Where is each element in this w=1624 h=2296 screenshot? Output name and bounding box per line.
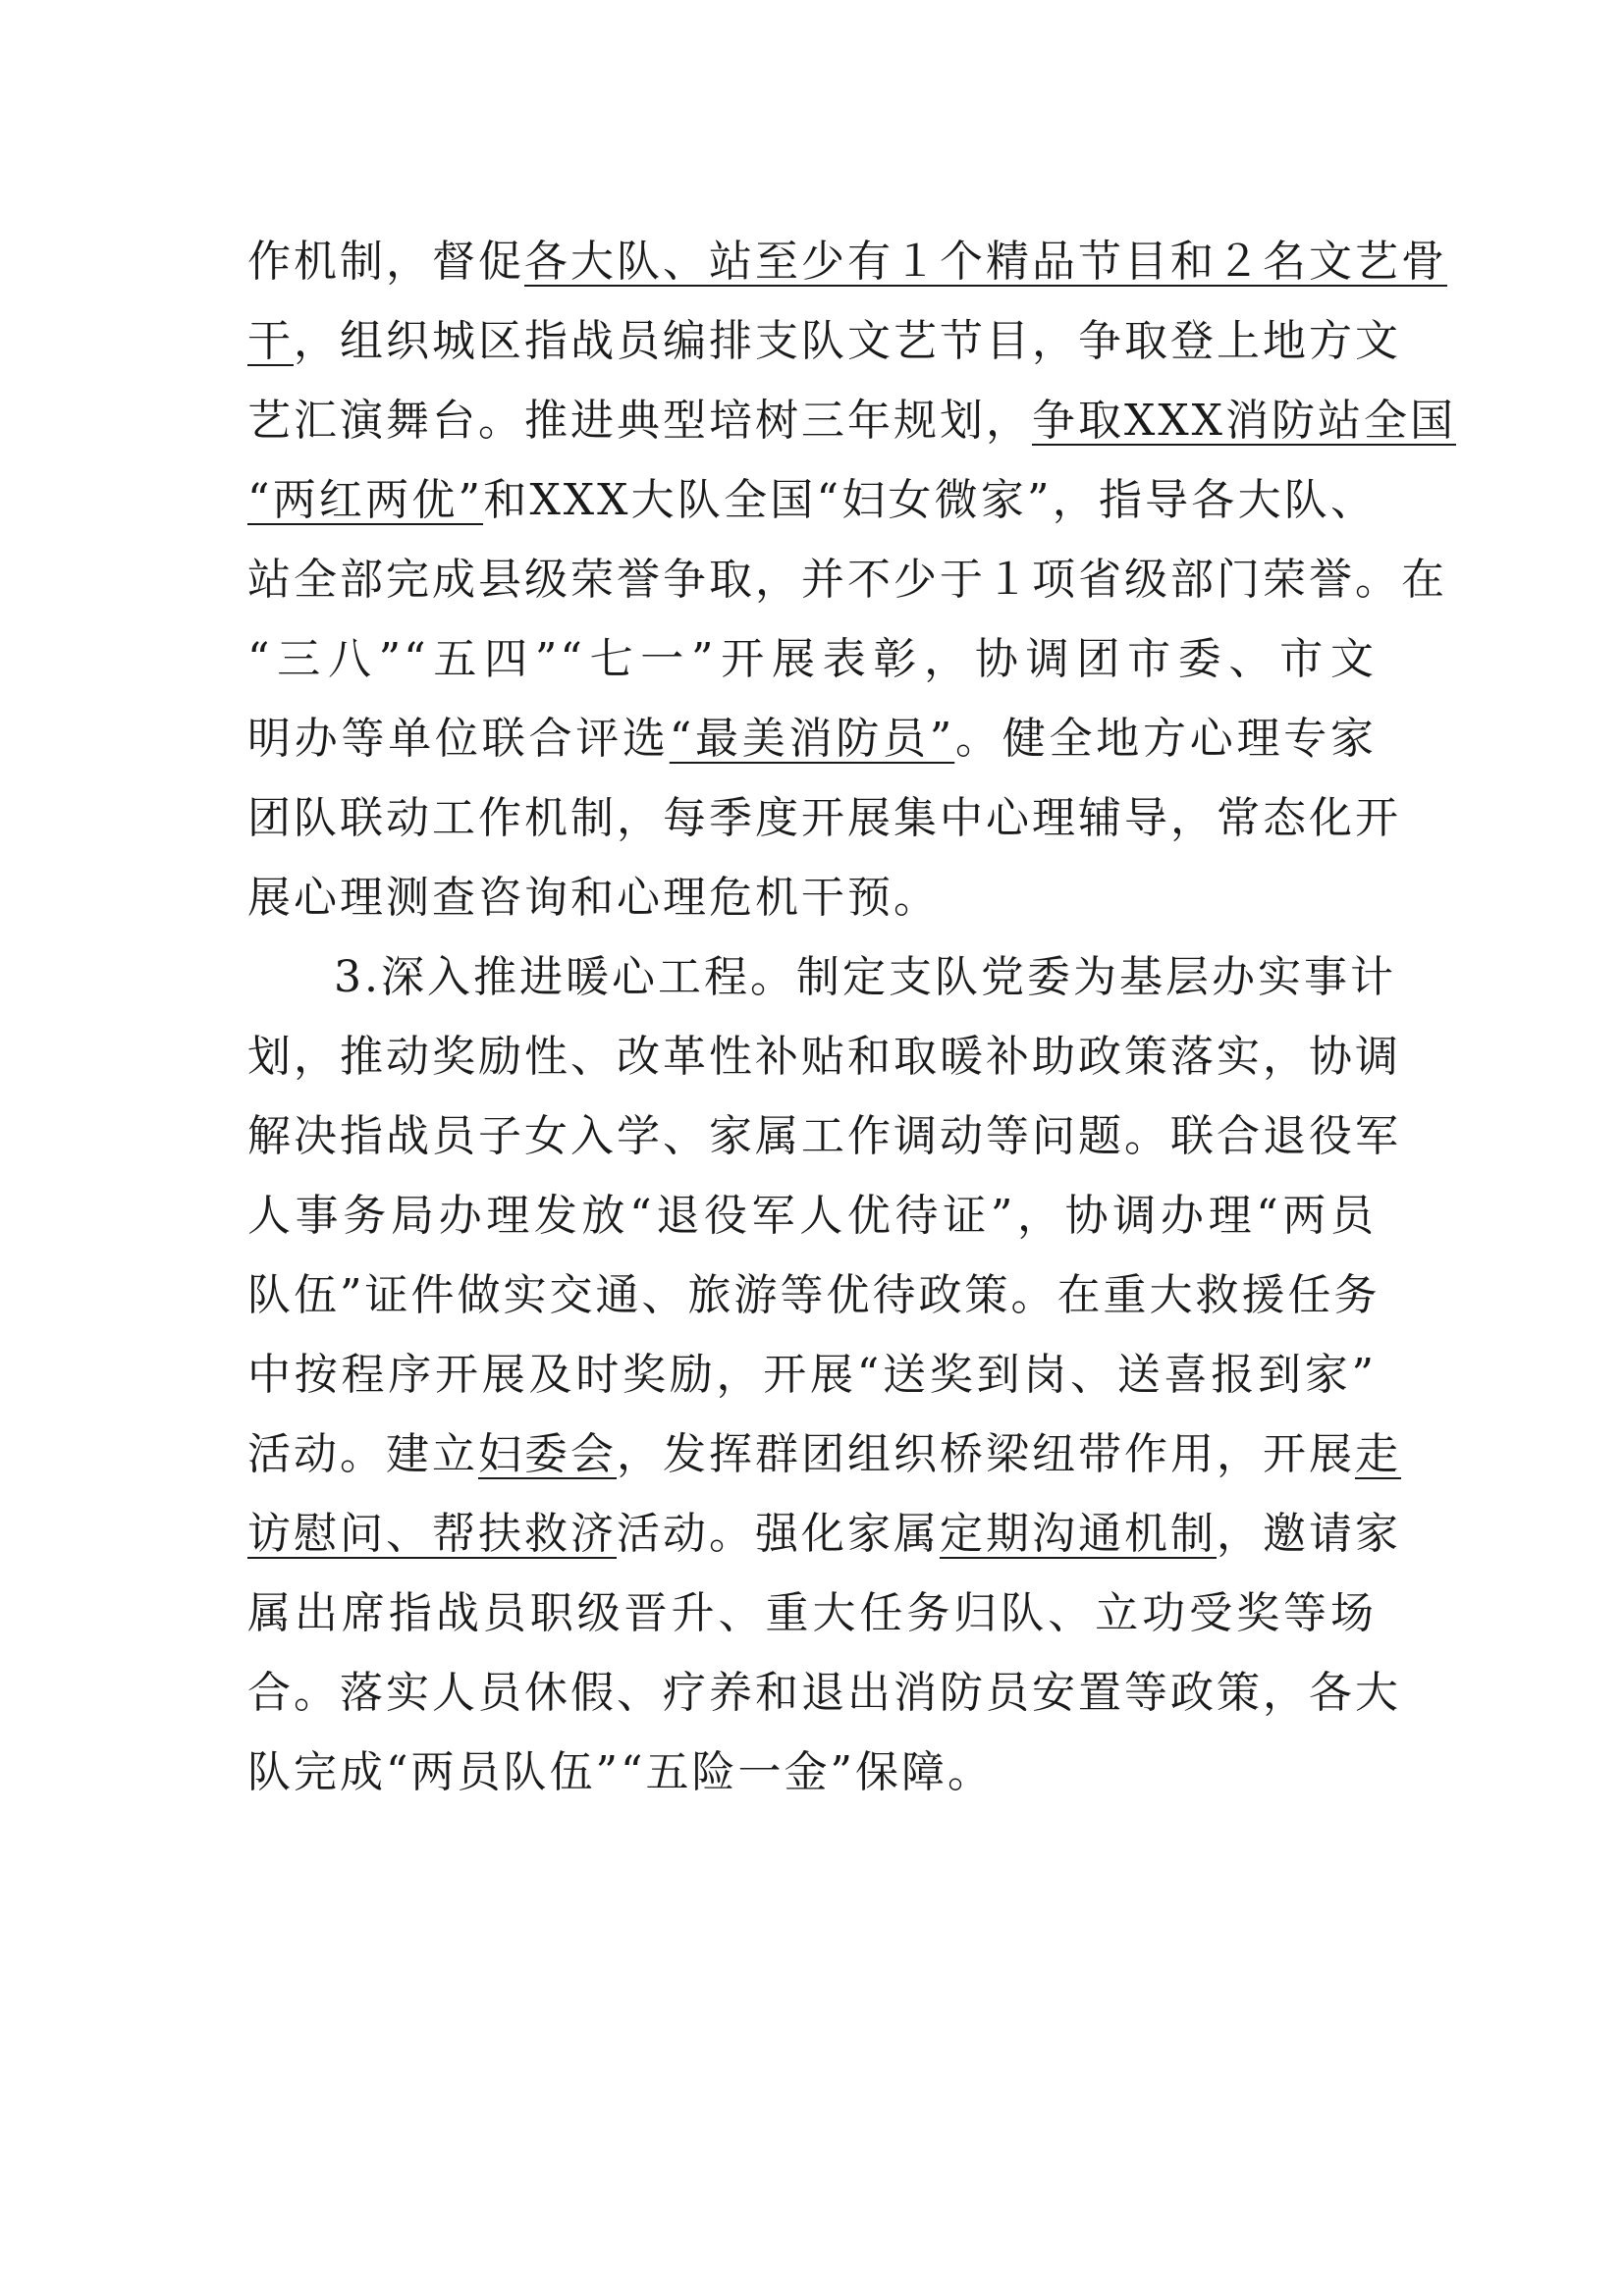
text-line-19 bbox=[247, 1653, 1401, 1733]
text-line-16 bbox=[247, 1415, 1401, 1494]
text-span: 活动。强化家属 bbox=[617, 1509, 940, 1559]
text-span: 和XXX大队全国“妇女微家”，指导各大队、 bbox=[483, 475, 1377, 525]
underlined-text: 走 bbox=[1355, 1429, 1401, 1479]
text-span: 划，推动奖励性、改革性补贴和取暖补助政策落实，协调 bbox=[247, 1032, 1401, 1082]
text-span: “三八”“五四”“七一”开展表彰，协调团市委、市文 bbox=[247, 634, 1377, 684]
text-span: 队伍”证件做实交通、旅游等优待政策。在重大救援任务 bbox=[247, 1270, 1380, 1320]
underlined-text: 访慰问、帮扶救济 bbox=[247, 1509, 617, 1559]
text-span: 站全部完成县级荣誉争取，并不少于１项省级部门荣誉。在 bbox=[247, 555, 1447, 605]
text-span: 活动。建立 bbox=[247, 1429, 478, 1479]
text-line-3 bbox=[247, 381, 1456, 460]
text-line-4 bbox=[247, 460, 1377, 540]
text-span: ，组织城区指战员编排支队文艺节目，争取登上地方文 bbox=[294, 316, 1401, 366]
text-line-6 bbox=[247, 619, 1377, 699]
underlined-text: 干 bbox=[247, 316, 294, 366]
text-span: 艺汇演舞台。推进典型培树三年规划， bbox=[247, 396, 1032, 446]
text-span: 合。落实人员休假、疗养和退出消防员安置等政策，各大 bbox=[247, 1668, 1401, 1718]
underlined-text: 各大队、站至少有１个精品节目和２名文艺骨 bbox=[524, 237, 1447, 287]
text-span: 作机制，督促 bbox=[247, 237, 524, 287]
text-span: 队完成“两员队伍”“五险一金”保障。 bbox=[247, 1747, 994, 1797]
text-line-8 bbox=[247, 778, 1401, 858]
text-span: 团队联动工作机制，每季度开展集中心理辅导，常态化开 bbox=[247, 793, 1401, 843]
underlined-text: 定期沟通机制 bbox=[940, 1509, 1217, 1559]
underlined-text: 争取XXX消防站全国 bbox=[1032, 396, 1456, 446]
section-heading-text: 3.深入推进暖心工程。制定支队党委为基层办实事计 bbox=[334, 952, 1396, 1002]
text-line-14 bbox=[247, 1255, 1380, 1335]
text-line-18 bbox=[247, 1574, 1377, 1653]
body-text bbox=[247, 222, 1456, 1812]
text-line-9 bbox=[247, 858, 1377, 937]
text-span: 展心理测查咨询和心理危机干预。 bbox=[247, 873, 940, 923]
text-span: ，邀请家 bbox=[1217, 1509, 1401, 1559]
text-line-11 bbox=[247, 1017, 1401, 1096]
text-line-10 bbox=[247, 937, 1396, 1017]
underlined-text: “两红两优” bbox=[247, 475, 484, 525]
text-span: 中按程序开展及时奖励，开展“送奖到岗、送喜报到家” bbox=[247, 1350, 1377, 1400]
underlined-text: 妇委会 bbox=[478, 1429, 617, 1479]
text-line-13 bbox=[247, 1176, 1377, 1255]
text-line-5 bbox=[247, 540, 1447, 619]
text-span: ，发挥群团组织桥梁纽带作用，开展 bbox=[617, 1429, 1355, 1479]
text-line-17 bbox=[247, 1494, 1401, 1574]
text-span: 明办等单位联合评选 bbox=[247, 714, 670, 764]
text-line-2 bbox=[247, 301, 1401, 381]
text-span: 。健全地方心理专家 bbox=[954, 714, 1377, 764]
text-line-1 bbox=[247, 222, 1447, 301]
text-span: 属出席指战员职级晋升、重大任务归队、立功受奖等场 bbox=[247, 1588, 1377, 1638]
text-line-12 bbox=[247, 1096, 1401, 1176]
text-span: 解决指战员子女入学、家属工作调动等问题。联合退役军 bbox=[247, 1111, 1401, 1161]
text-span: 人事务局办理发放“退役军人优待证”，协调办理“两员 bbox=[247, 1191, 1377, 1241]
text-line-15 bbox=[247, 1335, 1377, 1415]
underlined-text: “最美消防员” bbox=[669, 714, 955, 764]
text-line-20 bbox=[247, 1733, 1377, 1812]
text-line-7 bbox=[247, 699, 1377, 778]
